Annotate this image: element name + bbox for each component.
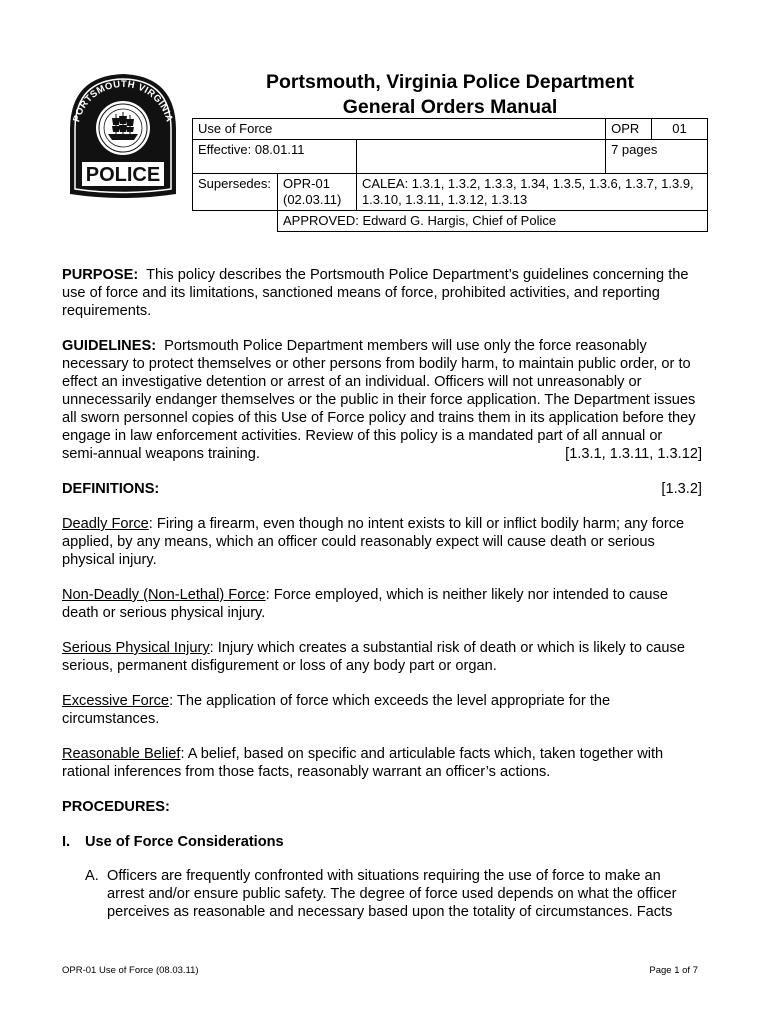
definition-item — [62, 745, 702, 781]
definition-term: Reasonable Belief — [62, 746, 181, 762]
police-badge-logo — [62, 70, 184, 202]
title-line-1: Portsmouth, Virginia Police Department — [265, 71, 635, 93]
supersedes-value: OPR-01 (02.03.11) — [277, 174, 356, 211]
guidelines-text: Portsmouth Police Department members will use only the force reasonably necessary to protect themselves or other persons from bodily harm, to maintain public order, or to effect an investigative detention or arrest of an individual. Officers will not unreasonably or unnecessarily endanger themselves or the public in their force application. The Department issues all sworn personnel copies of this Use of Force policy and trains them in its application before they engage in law enforcement activities. Review of this policy is a mandated part of all annual or semi-annual weapons training. — [62, 338, 696, 462]
purpose-paragraph — [62, 266, 702, 320]
section-heading — [62, 833, 702, 851]
opr-label: OPR — [606, 119, 652, 140]
definitions-heading — [62, 480, 702, 498]
supersedes-label: Supersedes: — [193, 174, 278, 211]
list-item — [85, 867, 702, 921]
definition-text: : A belief, based on specific and articulable facts which, taken together with rational inferences from those facts, reasonably warrant an officer’s actions. — [62, 746, 664, 780]
definition-term: Serious Physical Injury — [62, 640, 210, 656]
document-body — [62, 266, 702, 921]
page-footer — [62, 965, 698, 976]
procedures-heading: PROCEDURES: — [62, 799, 170, 815]
purpose-text: This policy describes the Portsmouth Police Department’s guidelines concerning the use of force and its limitations, sanctioned means of force, prohibited activities, and reporting requirements. — [62, 267, 689, 319]
definitions-label: DEFINITIONS: — [62, 481, 160, 497]
definition-term: Deadly Force — [62, 516, 149, 532]
footer-doc-id: OPR-01 Use of Force (08.03.11) — [62, 965, 199, 976]
approved-by: APPROVED: Edward G. Hargis, Chief of Police — [277, 211, 707, 232]
list-item-letter: A. — [85, 868, 99, 884]
title-line-2: General Orders Manual — [342, 96, 558, 118]
badge-label: POLICE — [85, 164, 161, 186]
opr-number: 01 — [652, 119, 708, 140]
definitions-ref: [1.3.2] — [661, 481, 702, 497]
footer-page-number: Page 1 of 7 — [649, 965, 698, 976]
definition-term: Non-Deadly (Non-Lethal) Force — [62, 587, 266, 603]
effective-date: Effective: 08.01.11 — [193, 140, 357, 174]
calea-standards: CALEA: 1.3.1, 1.3.2, 1.3.3, 1.34, 1.3.5, 1.3.6, 1.3.7, 1.3.9, 1.3.10, 1.3.11, 1.3.12, 1.3.13 — [356, 174, 707, 211]
definition-item — [62, 692, 702, 728]
guidelines-label: GUIDELINES: — [62, 338, 157, 354]
definition-item — [62, 586, 702, 622]
order-header-table — [192, 118, 708, 232]
definition-text: : Force employed, which is neither likely nor intended to cause death or serious physical injury. — [62, 587, 668, 621]
section-number: I. — [62, 834, 71, 850]
definition-text: : Injury which creates a substantial risk of death or which is likely to cause serious, permanent disfigurement or loss of any body part or organ. — [62, 640, 685, 674]
definition-text: : Firing a firearm, even though no intent exists to kill or inflict bodily harm; any force applied, by any means, which an officer could reasonably expect will cause death or serious physical injury. — [62, 516, 685, 568]
list-item-text: Officers are frequently confronted with situations requiring the use of force to make an arrest and/or ensure public safety. The degree of force used depends on what the officer perceives as reasonable and necessary based upon the totality of circumstances. Facts — [107, 868, 677, 920]
document-title — [192, 70, 708, 120]
definition-item — [62, 515, 702, 569]
page-count: 7 pages — [606, 140, 708, 174]
purpose-label: PURPOSE: — [62, 267, 139, 283]
order-subject: Use of Force — [193, 119, 606, 140]
blank-cell — [356, 140, 605, 174]
definition-text: : The application of force which exceeds the level appropriate for the circumstances. — [62, 693, 611, 727]
definition-item — [62, 639, 702, 675]
section-title: Use of Force Considerations — [85, 834, 284, 850]
definition-term: Excessive Force — [62, 693, 170, 709]
guidelines-ref: [1.3.1, 1.3.11, 1.3.12] — [565, 446, 702, 462]
blank-cell-2 — [193, 211, 278, 232]
badge-arc-text: PORTSMOUTH VIRGINIA — [71, 78, 175, 124]
guidelines-paragraph — [62, 337, 702, 463]
